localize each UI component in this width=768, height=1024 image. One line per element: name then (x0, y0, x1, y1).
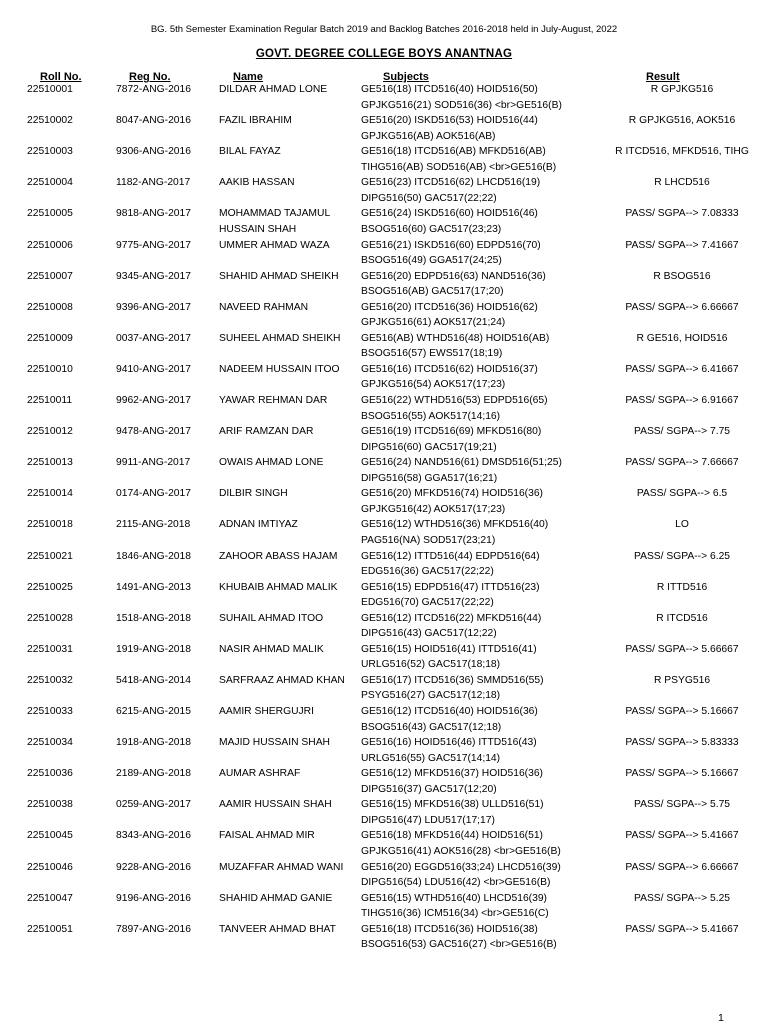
subjects-line-1: GE516(20) EGGD516(33;24) LHCD516(39) (361, 861, 561, 873)
subjects-line-2: BSOG516(60) GAC517(23;23) (361, 223, 502, 235)
result-cell: PASS/ SGPA--> 6.5 (636, 488, 728, 500)
subjects-line-2: TIHG516(AB) SOD516(AB) <br>GE516(B) (361, 161, 557, 173)
subjects-line-1: GE516(20) ISKD516(53) HOID516(44) (361, 115, 538, 127)
table-row (0, 82, 768, 113)
reg-no-cell: 9962-ANG-2017 (116, 395, 191, 406)
name-cell: UMMER AHMAD WAZA (219, 239, 330, 251)
roll-no-cell: 22510004 (27, 177, 73, 189)
subjects-line-2: DIPG516(54) LDU516(42) <br>GE516(B) (361, 877, 551, 888)
name-cell: FAISAL AHMAD MIR (219, 830, 315, 842)
result-cell: LO (675, 519, 689, 531)
reg-no-cell: 8343-ANG-2016 (116, 830, 191, 842)
result-cell: PASS/ SGPA--> 6.41667 (625, 363, 739, 375)
subjects-line-2: GPJKG516(61) AOK517(21;24) (361, 317, 506, 329)
name-cell: AAMIR HUSSAIN SHAH (219, 799, 332, 811)
subjects-line-1: GE516(20) MFKD516(74) HOID516(36) (361, 488, 543, 500)
college-name: GOVT. DEGREE COLLEGE BOYS ANANTNAG (255, 48, 513, 60)
reg-no-cell: 1491-ANG-2013 (116, 581, 191, 593)
page-number: 1 (718, 1012, 724, 1024)
subjects-line-2: BSOG516(AB) GAC517(17;20) (361, 286, 504, 298)
reg-no-cell: 9478-ANG-2017 (116, 426, 191, 438)
subjects-line-1: GE516(12) WTHD516(36) MFKD516(40) (361, 519, 549, 531)
result-cell: R ITTD516 (656, 581, 708, 593)
subjects-line-2: BSOG516(57) EWS517(18;19) (361, 348, 503, 360)
name-cell: SHAHID AHMAD GANIE (219, 892, 333, 904)
header-roll-no: Roll No. (40, 71, 82, 83)
subjects-line-2: EDG516(36) GAC517(22;22) (361, 566, 494, 577)
name-cell: MAJID HUSSAIN SHAH (219, 737, 330, 749)
table-row (0, 642, 768, 673)
table-row (0, 331, 768, 362)
subjects-line-1: GE516(15) EDPD516(47) ITTD516(23) (361, 581, 540, 593)
reg-no-cell: 1918-ANG-2018 (116, 737, 191, 749)
result-cell: R PSYG516 (653, 674, 711, 686)
subjects-line-2: BSOG516(55) AOK517(14;16) (361, 410, 501, 422)
roll-no-cell: 22510007 (27, 270, 73, 282)
result-cell: PASS/ SGPA--> 7.75 (633, 426, 731, 438)
roll-no-cell: 22510014 (27, 488, 73, 500)
subjects-line-2: DIPG516(43) GAC517(12;22) (361, 628, 497, 640)
name-cell: MUZAFFAR AHMAD WANI (219, 861, 344, 873)
table-row (0, 891, 768, 922)
name-cell: SARFRAAZ AHMAD KHAN (219, 674, 345, 686)
table-row (0, 766, 768, 797)
subjects-line-1: GE516(20) ITCD516(36) HOID516(62) (361, 301, 538, 313)
name-cell: NADEEM HUSSAIN ITOO (219, 363, 340, 375)
table-row (0, 611, 768, 642)
subjects-line-1: GE516(15) HOID516(41) ITTD516(41) (361, 643, 537, 655)
reg-no-cell: 9196-ANG-2016 (116, 892, 191, 904)
subjects-line-1: GE516(12) ITCD516(22) MFKD516(44) (361, 612, 542, 624)
reg-no-cell: 9345-ANG-2017 (116, 270, 191, 282)
name-cell: SUHEEL AHMAD SHEIKH (219, 332, 341, 344)
table-row (0, 424, 768, 455)
roll-no-cell: 22510051 (27, 923, 73, 935)
result-cell: R ITCD516 (656, 612, 708, 624)
subjects-line-1: GE516(24) ISKD516(60) HOID516(46) (361, 208, 538, 220)
subjects-line-1: GE516(21) ISKD516(60) EDPD516(70) (361, 239, 541, 251)
result-cell: PASS/ SGPA--> 5.25 (633, 892, 731, 904)
name-cell: YAWAR REHMAN DAR (219, 395, 328, 406)
reg-no-cell: 1846-ANG-2018 (116, 550, 191, 562)
reg-no-cell: 7872-ANG-2016 (116, 84, 191, 95)
name-cell: AAMIR SHERGUJRI (219, 706, 314, 717)
roll-no-cell: 22510008 (27, 301, 73, 313)
table-row (0, 269, 768, 300)
subjects-line-2: GPJKG516(21) SOD516(36) <br>GE516(B) (361, 99, 562, 111)
result-cell: PASS/ SGPA--> 5.75 (633, 799, 731, 811)
subjects-line-1: GE516(24) NAND516(61) DMSD516(51;25) (361, 457, 562, 469)
name-cell: BILAL FAYAZ (219, 146, 281, 158)
roll-no-cell: 22510046 (27, 861, 73, 873)
table-row (0, 238, 768, 269)
subjects-line-1: GE516(16) HOID516(46) ITTD516(43) (361, 737, 537, 749)
reg-no-cell: 1919-ANG-2018 (116, 643, 191, 655)
table-row (0, 797, 768, 828)
roll-no-cell: 22510031 (27, 643, 73, 655)
roll-no-cell: 22510025 (27, 581, 73, 593)
name-cell: SHAHID AHMAD SHEIKH (219, 270, 339, 282)
subjects-line-2: GPJKG516(41) AOK516(28) <br>GE516(B) (361, 845, 561, 857)
reg-no-cell: 0259-ANG-2017 (116, 799, 191, 811)
exam-title: BG. 5th Semester Examination Regular Batch 2019 and Backlog Batches 2016-2018 held in July-August, 2022 (150, 24, 618, 35)
name-cell: ZAHOOR ABASS HAJAM (219, 550, 338, 562)
reg-no-cell: 1182-ANG-2017 (116, 177, 191, 189)
result-cell: R GE516, HOID516 (636, 332, 728, 344)
subjects-line-2: TIHG516(36) ICM516(34) <br>GE516(C) (361, 908, 549, 920)
table-row (0, 486, 768, 517)
roll-no-cell: 22510001 (27, 84, 73, 95)
name-cell: DILDAR AHMAD LONE (219, 84, 328, 95)
subjects-line-2: URLG516(55) GAC517(14;14) (361, 752, 501, 764)
name-cell: AUMAR ASHRAF (219, 768, 301, 780)
name-cell: DILBIR SINGH (219, 488, 288, 500)
roll-no-cell: 22510045 (27, 830, 73, 842)
name-cell: TANVEER AHMAD BHAT (219, 923, 336, 935)
subjects-line-1: GE516(19) ITCD516(69) MFKD516(80) (361, 426, 542, 438)
reg-no-cell: 9818-ANG-2017 (116, 208, 191, 220)
subjects-line-1: GE516(12) ITCD516(40) HOID516(36) (361, 706, 538, 717)
roll-no-cell: 22510012 (27, 426, 73, 438)
subjects-line-2: DIPG516(58) GGA517(16;21) (361, 472, 498, 484)
result-cell: R LHCD516 (654, 177, 710, 189)
name-cell: NAVEED RAHMAN (219, 301, 309, 313)
table-row (0, 922, 768, 953)
header-reg-no: Reg No. (129, 71, 171, 83)
reg-no-cell: 8047-ANG-2016 (116, 115, 191, 127)
reg-no-cell: 2189-ANG-2018 (116, 768, 191, 780)
roll-no-cell: 22510011 (27, 395, 73, 406)
result-cell: PASS/ SGPA--> 5.83333 (625, 737, 739, 749)
subjects-line-1: GE516(15) WTHD516(40) LHCD516(39) (361, 892, 547, 904)
subjects-line-2: DIPG516(37) GAC517(12;20) (361, 783, 497, 795)
subjects-line-2: GPJKG516(AB) AOK516(AB) (361, 130, 496, 142)
roll-no-cell: 22510028 (27, 612, 73, 624)
name-cell: FAZIL IBRAHIM (219, 115, 292, 127)
subjects-line-2: PSYG516(27) GAC517(12;18) (361, 690, 501, 702)
table-row (0, 300, 768, 331)
table-row (0, 517, 768, 548)
reg-no-cell: 9306-ANG-2016 (116, 146, 191, 158)
table-row (0, 393, 768, 424)
table-row (0, 860, 768, 891)
roll-no-cell: 22510018 (27, 519, 73, 531)
roll-no-cell: 22510009 (27, 332, 73, 344)
result-cell: R ITCD516, MFKD516, TIHG (615, 146, 749, 158)
result-cell: PASS/ SGPA--> 5.41667 (625, 830, 739, 842)
subjects-line-2: BSOG516(43) GAC517(12;18) (361, 721, 502, 733)
name-cell: ARIF RAMZAN DAR (219, 426, 314, 438)
result-cell: R GPJKG516, AOK516 (628, 115, 736, 127)
subjects-line-2: GPJKG516(54) AOK517(17;23) (361, 379, 506, 391)
roll-no-cell: 22510034 (27, 737, 73, 749)
result-cell: PASS/ SGPA--> 6.25 (633, 550, 731, 562)
result-cell: PASS/ SGPA--> 6.91667 (625, 395, 739, 406)
roll-no-cell: 22510003 (27, 146, 73, 158)
result-cell: PASS/ SGPA--> 5.66667 (625, 643, 739, 655)
subjects-line-2: EDG516(70) GAC517(22;22) (361, 597, 494, 609)
subjects-line-2: PAG516(NA) SOD517(23;21) (361, 534, 496, 546)
reg-no-cell: 9911-ANG-2017 (116, 457, 191, 469)
subjects-line-2: BSOG516(49) GGA517(24;25) (361, 255, 502, 266)
result-cell: R BSOG516 (653, 270, 711, 282)
reg-no-cell: 9775-ANG-2017 (116, 239, 191, 251)
reg-no-cell: 9396-ANG-2017 (116, 301, 191, 313)
name-cell: ADNAN IMTIYAZ (219, 519, 298, 531)
subjects-line-1: GE516(20) EDPD516(63) NAND516(36) (361, 270, 546, 282)
table-row (0, 175, 768, 206)
subjects-line-2: URLG516(52) GAC517(18;18) (361, 659, 501, 671)
subjects-line-1: GE516(18) ITCD516(40) HOID516(50) (361, 84, 538, 95)
subjects-line-1: GE516(12) MFKD516(37) HOID516(36) (361, 768, 543, 780)
name-cell: KHUBAIB AHMAD MALIK (219, 581, 338, 593)
subjects-line-2: DIPG516(50) GAC517(22;22) (361, 192, 497, 204)
roll-no-cell: 22510036 (27, 768, 73, 780)
roll-no-cell: 22510005 (27, 208, 73, 220)
result-cell: PASS/ SGPA--> 6.66667 (625, 861, 739, 873)
result-cell: PASS/ SGPA--> 7.66667 (625, 457, 739, 469)
name-cell: SUHAIL AHMAD ITOO (219, 612, 324, 624)
name-cell: AAKIB HASSAN (219, 177, 295, 189)
reg-no-cell: 9228-ANG-2016 (116, 861, 191, 873)
roll-no-cell: 22510010 (27, 363, 73, 375)
reg-no-cell: 9410-ANG-2017 (116, 363, 191, 375)
subjects-line-1: GE516(17) ITCD516(36) SMMD516(55) (361, 674, 544, 686)
subjects-line-1: GE516(18) ITCD516(36) HOID516(38) (361, 923, 538, 935)
table-row (0, 735, 768, 766)
table-row (0, 580, 768, 611)
reg-no-cell: 6215-ANG-2015 (116, 706, 191, 717)
header-name: Name (233, 71, 263, 83)
reg-no-cell: 1518-ANG-2018 (116, 612, 191, 624)
subjects-line-2: DIPG516(47) LDU517(17;17) (361, 814, 495, 826)
result-cell: PASS/ SGPA--> 6.66667 (625, 301, 739, 313)
result-cell: PASS/ SGPA--> 5.16667 (625, 768, 739, 780)
subjects-line-2: DIPG516(60) GAC517(19;21) (361, 441, 497, 453)
name-cell: NASIR AHMAD MALIK (219, 643, 324, 655)
roll-no-cell: 22510002 (27, 115, 73, 127)
table-row (0, 704, 768, 735)
result-cell: PASS/ SGPA--> 5.41667 (625, 923, 739, 935)
roll-no-cell: 22510047 (27, 892, 73, 904)
header-subjects: Subjects (383, 71, 429, 83)
subjects-line-1: GE516(22) WTHD516(53) EDPD516(65) (361, 395, 548, 406)
subjects-line-1: GE516(AB) WTHD516(48) HOID516(AB) (361, 332, 550, 344)
name-cell: OWAIS AHMAD LONE (219, 457, 324, 469)
reg-no-cell: 2115-ANG-2018 (116, 519, 191, 531)
name-cell: MOHAMMAD TAJAMUL HUSSAIN SHAH (219, 208, 330, 235)
roll-no-cell: 22510038 (27, 799, 73, 811)
roll-no-cell: 22510006 (27, 239, 73, 251)
reg-no-cell: 0174-ANG-2017 (116, 488, 191, 500)
roll-no-cell: 22510033 (27, 706, 73, 717)
roll-no-cell: 22510032 (27, 674, 73, 686)
result-cell: PASS/ SGPA--> 7.08333 (625, 208, 739, 220)
result-cell: R GPJKG516 (650, 84, 714, 95)
result-cell: PASS/ SGPA--> 7.41667 (625, 239, 739, 251)
subjects-line-1: GE516(16) ITCD516(62) HOID516(37) (361, 363, 538, 375)
subjects-line-2: BSOG516(53) GAC516(27) <br>GE516(B) (361, 939, 557, 951)
subjects-line-2: GPJKG516(42) AOK517(17;23) (361, 503, 506, 515)
table-row (0, 828, 768, 859)
table-row (0, 362, 768, 393)
roll-no-cell: 22510013 (27, 457, 73, 469)
table-row (0, 673, 768, 704)
subjects-line-1: GE516(18) ITCD516(AB) MFKD516(AB) (361, 146, 546, 158)
table-row (0, 113, 768, 144)
reg-no-cell: 7897-ANG-2016 (116, 923, 191, 935)
header-result: Result (646, 71, 680, 83)
table-row (0, 549, 768, 580)
roll-no-cell: 22510021 (27, 550, 73, 562)
subjects-line-1: GE516(18) MFKD516(44) HOID516(51) (361, 830, 543, 842)
table-row (0, 144, 768, 175)
subjects-line-1: GE516(15) MFKD516(38) ULLD516(51) (361, 799, 544, 811)
table-row (0, 455, 768, 486)
subjects-line-1: GE516(12) ITTD516(44) EDPD516(64) (361, 550, 540, 562)
result-cell: PASS/ SGPA--> 5.16667 (625, 706, 739, 717)
table-row (0, 206, 768, 237)
reg-no-cell: 5418-ANG-2014 (116, 674, 191, 686)
subjects-line-1: GE516(23) ITCD516(62) LHCD516(19) (361, 177, 541, 189)
reg-no-cell: 0037-ANG-2017 (116, 332, 191, 344)
